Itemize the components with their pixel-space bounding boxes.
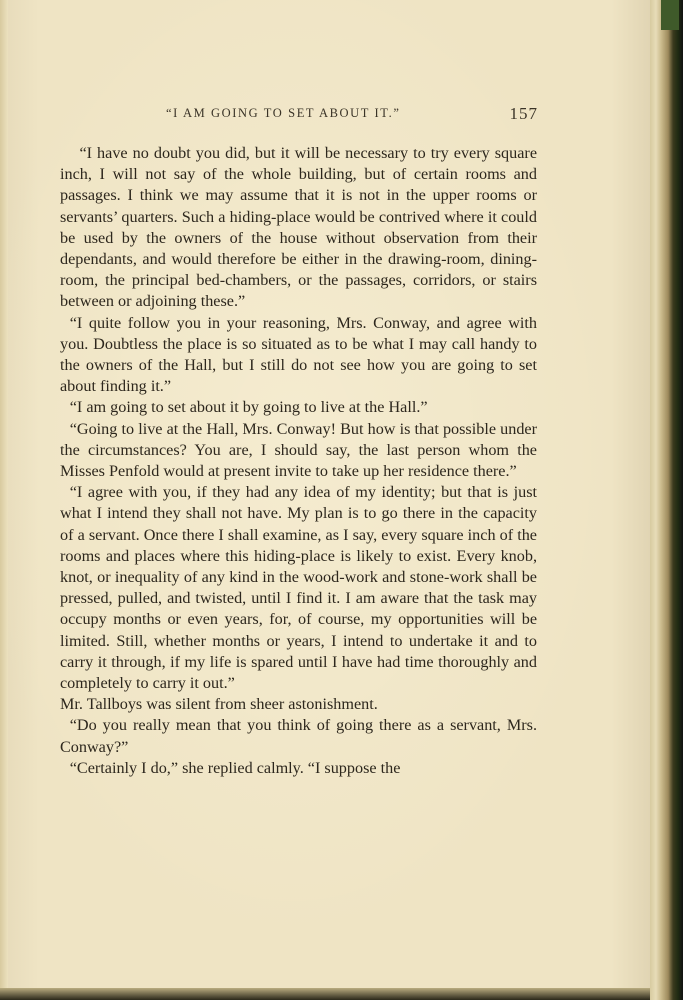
body-text	[60, 143, 537, 779]
paragraph: “Going to live at the Hall, Mrs. Conway! But how is that possible under the circumstances? You are, I should say, the last person whom the Misses Penfold would at present invite to take up her residence there.”	[60, 419, 537, 481]
book-spine	[650, 0, 683, 1000]
paragraph: “I agree with you, if they had any idea of my identity; but that is just what I intend they shall not have. My plan is to go there in the capacity of a servant. Once there I shall examine, as I say, every square inch of the rooms and places where this hiding-place is likely to exist. Every knob, knot, or inequality of any kind in the wood-work and stone-work shall be pressed, pulled, and twisted, until I find it. I am aware that the task may occupy months or even years, for, of course, my opportunities will be limited. Still, whether months or years, I intend to undertake it and to carry it through, if my life is spared until I have had time thoroughly and completely to carry it out.”	[60, 483, 537, 693]
paragraph: Mr. Tallboys was silent from sheer astonishment.	[60, 695, 378, 714]
paragraph: “Do you really mean that you think of going there as a servant, Mrs. Conway?”	[60, 716, 537, 756]
page-gutter	[0, 0, 8, 990]
spine-tab	[661, 0, 679, 30]
running-title: “I AM GOING TO SET ABOUT IT.”	[166, 106, 401, 120]
paragraph: “Certainly I do,” she replied calmly. “I suppose the	[69, 758, 401, 777]
page-bottom-edge	[0, 988, 650, 1000]
page-header	[150, 104, 542, 130]
paragraph: “I have no doubt you did, but it will be necessary to try every square inch, I will not say of the whole building, but of certain rooms and passages. I think we may assume that it is not in the upper rooms or servants’ quarters. Such a hiding-place would be contrived where it could be used by the owners of the house without observation from their dependants, and would therefore be either in the drawing-room, dining-room, the principal bed-chambers, or the passages, corridors, or stairs between or adjoining these.”	[60, 144, 537, 311]
paragraph: “I quite follow you in your reasoning, Mrs. Conway, and agree with you. Doubtless the place is so situated as to be what I may call handy to the owners of the Hall, but I still do not see how you are going to set about finding it.”	[60, 313, 537, 396]
page-number: 157	[509, 104, 538, 123]
paragraph: “I am going to set about it by going to live at the Hall.”	[69, 398, 428, 417]
